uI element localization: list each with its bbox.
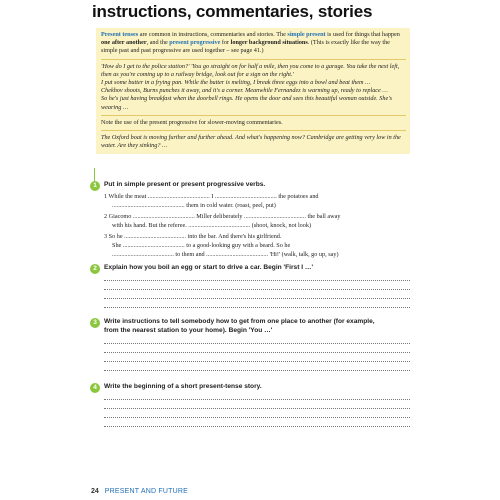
question-1-line-2: ............................................... them in cold water. (roast, peel, put) (112, 202, 276, 209)
answer-line[interactable] (104, 280, 410, 281)
answer-line[interactable] (104, 399, 410, 400)
exercise-number-badge: 3 (90, 318, 100, 328)
exercise-3-title-line-1: Write instructions to tell somebody how to get from one place to another (for example, (104, 318, 375, 325)
exercise-1-title: Put in simple present or present progressive verbs. (104, 181, 266, 188)
answer-line[interactable] (104, 370, 410, 371)
question-2-line-1: 2 Giacomo ........................................ Miller deliberately ........................................ the ball away (104, 213, 341, 220)
exercise-number-badge: 4 (90, 383, 100, 393)
box-divider (101, 130, 406, 131)
question-3-line-3: ........................................ to them and ........................................ 'Hi!' (walk, talk, go up, say) (112, 251, 339, 258)
example-boat-race: The Oxford boat is moving further and further ahead. And what's happening now? Cambridge are getting very low in the water. Are they sinking? … (101, 134, 401, 150)
box-divider (101, 59, 406, 60)
exercise-number-badge: 2 (90, 264, 100, 274)
answer-line[interactable] (104, 298, 410, 299)
section-name: PRESENT AND FUTURE (104, 488, 188, 495)
example-commentary: Chekhov shoots, Burns punches it away, and it's a corner. Meanwhile Fernandez is warming up, ready to replace … (101, 87, 388, 95)
example-cooking: I put some butter in a frying pan. While the butter is melting, I break three eggs into a bowl and beat them … (101, 79, 371, 87)
example-story: So he's just having breakfast when the doorbell rings. He opens the door and sees this beautiful woman outside. She's wearing … (101, 95, 392, 111)
question-1-line-1: 1 While the meat ........................................ I ........................................ the potatoes and (104, 193, 319, 200)
answer-line[interactable] (104, 352, 410, 353)
question-3-line-2: She ........................................ to a good-looking guy with a beard. So he (112, 242, 291, 249)
answer-line[interactable] (104, 426, 410, 427)
example-directions: 'How do I get to the police station?' 'You go straight on for half a mile, then you come to a garage. You take the next left, then as you're coming up to a railway bridge, look out for a sign on the right.' (101, 62, 400, 78)
question-3-line-1: 3 So he ........................................ into the bar. And there's his girlfriend. (104, 233, 282, 240)
page-footer (91, 488, 188, 495)
answer-line[interactable] (104, 417, 410, 418)
intro-text: Present tenses are common in instructions, commentaries and stories. The simple present is used for things that happen one after another, and the present progressive for longer background situations. (This is exactly like the way the simple past and past progressive are used together – see page 41.) (101, 31, 400, 55)
exercise-3-title-line-2: from the nearest station to your home). Begin 'You …' (104, 327, 273, 334)
answer-line[interactable] (104, 289, 410, 290)
answer-line[interactable] (104, 361, 410, 362)
exercise-4-title: Write the beginning of a short present-tense story. (104, 383, 262, 390)
page-heading: instructions, commentaries, stories (92, 2, 373, 21)
question-2-line-2: with his hand. But the referee. ........................................ (shoot, knock, not look) (112, 222, 312, 229)
note-text: Note the use of the present progressive for slower-moving commentaries. (101, 118, 283, 126)
box-divider (101, 115, 406, 116)
page-number: 24 (91, 488, 99, 495)
explanation-box (96, 28, 410, 154)
answer-line[interactable] (104, 408, 410, 409)
exercise-2-title: Explain how you boil an egg or start to drive a car. Begin 'First I …' (104, 264, 314, 271)
exercise-number-badge: 1 (90, 181, 100, 191)
answer-line[interactable] (104, 343, 410, 344)
answer-line[interactable] (104, 307, 410, 308)
